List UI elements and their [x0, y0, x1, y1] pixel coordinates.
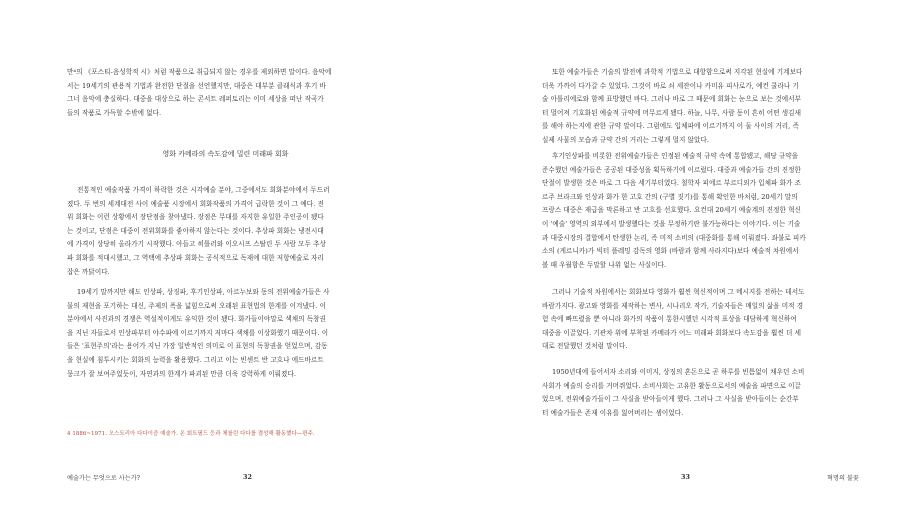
right-paragraph-3 — [542, 286, 862, 354]
left-paragraph-2 — [67, 286, 384, 381]
text-line: 파 회화를 적대시했고, 그 역택에 추상파 회화는 공식적으로 독재에 대한 저항예술로 자리 — [67, 253, 324, 262]
text-line: 뭉크가 잘 보여주었듯이, 자연과의 한계가 파괴된 만큼 더욱 강력하게 이뤄졌다. — [67, 369, 297, 378]
text-line: 험 속에 빠뜨렸을 뿐 아니라 화가의 작품이 통한시했던 시각적 표상을 대담하게 혁신하여 — [542, 315, 797, 324]
text-line: 는 것이고, 단점은 대중이 전위회화를 좋아하지 않는다는 것이다. 추상파 회화는 냉전시대 — [67, 226, 324, 235]
text-line: 사회가 예술의 승리를 거머쥐었다. 소비사회는 고유한 활동으로서의 예술을 파면으로 이끌 — [542, 381, 801, 390]
text-line: 터 멀어져 기호화된 예술적 규약에 머무르게 됐다. 하늘, 나무, 사람 동이 흔히 어떤 생김새 — [542, 108, 802, 117]
text-line: 을 지닌 자들로서 인상파부터 야수파에 이르기까지 저마다 색채를 이상화했기 때문이다. 이 — [67, 328, 329, 337]
left-intro-paragraph — [67, 66, 384, 120]
text-line: 이 '예술' 영역의 외부에서 발생했다는 것을 무정하기란 불가능하다는 이야기다. 이는 기술 — [542, 219, 801, 228]
text-line: 19세기 말까지만 해도 인상파, 상징파, 후기인상파, 아르누보와 동의 전위예술가들은 사 — [77, 288, 330, 296]
text-line: 만⁴의 《포스티-음성학적 시》처럼 작품으로 취급되지 않는 경우를 제외하면 말이다. 음악에 — [67, 68, 332, 76]
text-line: 졌다. 두 번의 세계대전 사이 예술품 시장에서 회화작품의 가격이 급락한 것이 그 예다. 전 — [67, 199, 324, 208]
text-line: 1950년대에 들어서자 소리와 이미지, 상징의 혼돈으로 곧 하루를 빈틈없이 채우던 소비 — [552, 368, 805, 376]
text-line: 그러나 기술적 차원에서는 회화보다 영화가 훨씬 혁신적이며 그 메시지를 전하는 데서도 — [552, 288, 805, 296]
text-line: 전통적인 예술작품 가격이 하락한 것은 시각예술 분야, 그중에서도 회화분야에서 두드러 — [77, 186, 330, 194]
text-line: 후기인상파를 비롯한 전위예술가들은 인정된 예술적 규약 속에 통합됐고, 해당 규약을 — [552, 152, 799, 160]
text-line: 분야에서 사진과의 경쟁은 역설적이게도 유익한 것이 됐다. 화가들이야말로 색채의 독창권 — [67, 315, 326, 324]
text-line: 잡은 까닭이다. — [67, 267, 110, 276]
section-heading: 영화 카메라의 속도감에 밀린 미래파 회화 — [162, 150, 289, 158]
text-line: 과 대중시장의 결합에서 탄생한 논리, 즉 미적 소비의 (대중화를 통해 이뤄졌다. 좌불로 피카 — [542, 233, 806, 242]
text-line: 을 현실에 침투시키는 회화의 능력을 활용했다. 그리고 이는 빈센트 반 고흐나 에드바르트 — [67, 355, 324, 364]
right-running-footer: 혁명의 불꽃 — [827, 475, 859, 482]
text-line: 프랑스 대중은 재급을 막론하고 반 고흐를 선호했다. 요컨대 20세기 예술계의 진정한 혁신 — [542, 206, 801, 215]
text-line: 실제 사물의 모습과 규약 간의 거리는 그렇게 멀지 않았다. — [542, 135, 709, 144]
text-line: 또한 예술가들은 기술의 발전에 과학적 기법으로 대항함으로써 지각된 현실에 기계보다 — [552, 68, 803, 76]
right-paragraph-1 — [542, 66, 862, 148]
text-line: 들은 '표현주의'라는 용어가 지닌 가장 일반적인 의미로 이 표현의 독창권을 얻었으며, 감동 — [67, 342, 328, 351]
text-line: 술 아틀리에로와 함께 표방했던 바다. 그러나 바로 그 때문에 회화는 눈으로 보는 것에서부 — [542, 95, 801, 104]
text-line: 대중을 이끌었다. 기관차 위에 부착된 카메라가 어느 미래파 회화보다 속도감을 훨씬 더 세 — [542, 328, 801, 337]
left-running-footer: 예술가는 무엇으로 사는가? — [67, 475, 140, 482]
text-line: 단절이 발생한 것은 바로 그 다음 세기부터였다. 철학자 피에르 부르디외가 입체파 화가 조 — [542, 179, 801, 188]
right-page-number: 33 — [681, 473, 690, 481]
left-paragraph-1 — [67, 184, 384, 279]
text-line: 위 회화는 이런 상황에서 장단점을 찾아냈다. 장점은 무대를 자지한 유일한 주인공이 됐다 — [67, 213, 324, 222]
text-line: 서는 19세기의 관용적 기법과 완전한 단절을 선언했지만, 대중은 대부분 클래식과 후기 바 — [67, 81, 326, 90]
text-line: 그너 음악에 충실하다. 대중을 대상으로 하는 콘서트 레퍼토리는 이미 세상을 떠난 작곡가 — [67, 95, 324, 104]
text-line: 었으며, 전위예술가들이 그 사실을 받아들이게 했다. 그러나 그 사실을 받아들이는 순간부 — [542, 395, 799, 404]
text-line: 를 해야 하는지에 관한 규약 말이다. 그럼에도 입체파에 이르기까지 이 둘 사이의 거리, 즉 — [542, 122, 799, 131]
right-paragraph-4 — [542, 366, 862, 420]
text-line: 준수했던 예술가들은 공공된 대중성을 획득하기에 이르렀다. 대중과 예술가들 간의 진정한 — [542, 165, 801, 174]
text-line: 들의 작품로 가득할 수밖에 없다. — [67, 108, 162, 117]
text-line: 볼 때 우월함은 두말할 나위 없는 사실이다. — [542, 260, 667, 269]
text-line: 소의 (게르니카)가 빅터 플레밍 감독의 영화 (바람과 함께 사라지다)보다 예술적 차원에서 — [542, 247, 799, 256]
left-page-number: 32 — [243, 473, 252, 481]
right-paragraph-2 — [542, 150, 862, 272]
text-line: 터 예술가들은 존재 이유를 잃어버리는 셈이었다. — [542, 408, 684, 417]
text-line: 르주 브라크와 인상과 화가 한 고호 간의 (구별 짓기)를 통해 확인한 바처럼, 20세기 말의 — [542, 192, 798, 201]
footnote: 4 1886~1971. 오스트리아 다다이즘 예술가. 온 회트필드 등과 체를린 다다를 결성해 활동했다—편주. — [67, 431, 315, 437]
text-line: 더욱 가까이 다가갈 수 있었다. 그것이 바로 쇠 세잔이나 카미유 피사로가, 예컨 쿨라나 기 — [542, 81, 799, 90]
text-line: 물의 재현을 포기하는 대신, 주제의 폭을 넓힘으로써 오래된 표현법의 한계를 이겨냈다. 이 — [67, 301, 326, 310]
text-line: 대로 전달했던 것처럼 말이다. — [542, 342, 628, 351]
text-line: 바람가지다. 광고와 영화를 제작하는 변사, 시나리오 작가, 기술자들은 매일의 삶을 미적 경 — [542, 301, 804, 310]
text-line: 에 가격이 상당히 올라가기 시작했다. 아들고 히틀러와 이오시프 스탈린 두 사람 모두 추상 — [67, 240, 326, 249]
right-page — [450, 0, 900, 515]
